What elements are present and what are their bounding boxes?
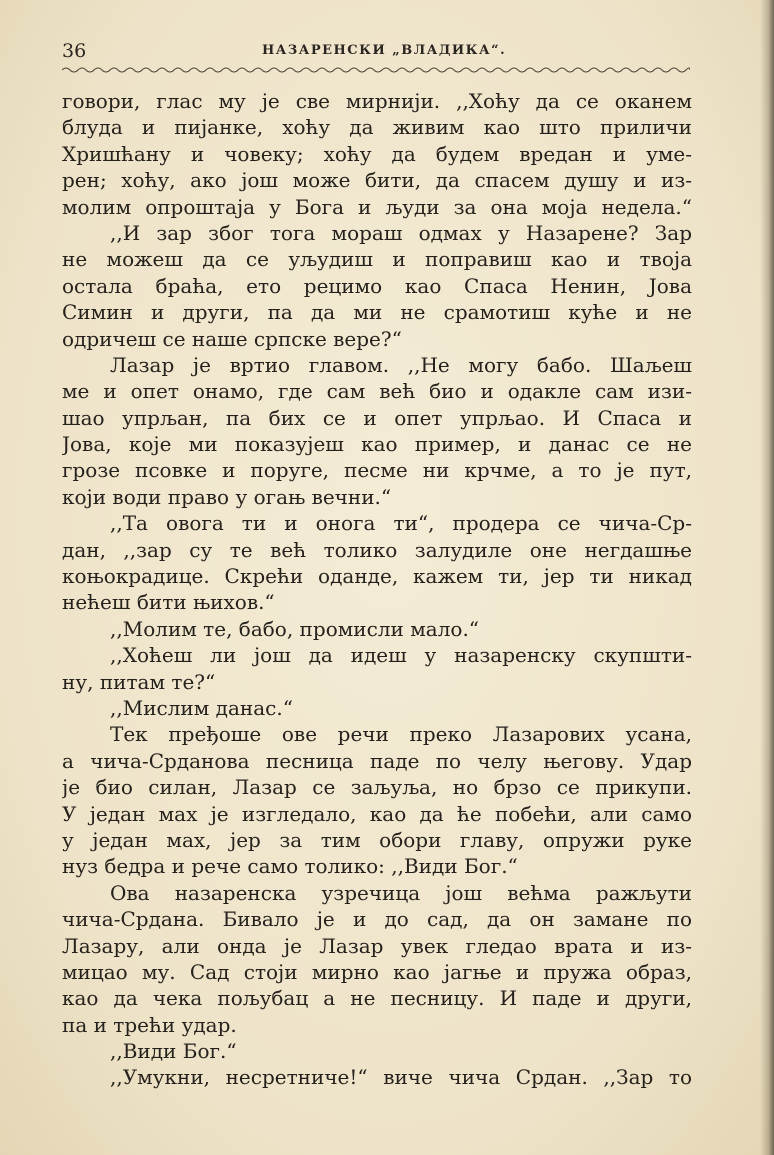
text-line: ,,Види Бог.“ [110, 1039, 237, 1064]
text-line: Симин и други, па да ми не срамотиш куће и не [62, 300, 692, 325]
text-line: блуда и пијанке, хоћу да живим као што приличи [62, 115, 692, 140]
text-line: рен; хоћу, ако још може бити, да спасем душу и из- [62, 168, 692, 193]
page-edge-shadow [760, 0, 774, 1155]
text-line: нећеш бити њихов.“ [62, 590, 275, 615]
text-line: говори, глас му је све мирнији. ,,Хоћу да се оканем [62, 89, 692, 113]
text-line: ,,Хоћеш ли још да идеш у назаренску скупшти- [110, 643, 692, 668]
text-line: молим опроштаја у Бога и људи за она моја недела.“ [62, 194, 692, 219]
text-line: коњокрадице. Скрећи оданде, кажем ти, јер ти никад [62, 564, 692, 589]
text-line: ,,И зар због тога мораш одмах у Назарене? Зар [110, 220, 692, 245]
text-line: шао упрљан, па бих се и опет упрљао. И Спаса и [62, 405, 692, 430]
text-line: Ова назаренска узречица још већма ражљути [110, 880, 692, 905]
text-line: дан, ,,зар су те већ толико залудиле оне негдашње [62, 537, 692, 562]
text-line: ,,Мислим данас.“ [110, 695, 293, 720]
text-line: ,,Умукни, несретниче!“ виче чича Срдан. ,,Зар то [110, 1065, 692, 1090]
text-line: Лазару, али онда је Лазар увек гледао врата и из- [62, 933, 692, 958]
header-wavy-rule [62, 66, 690, 74]
running-title: НАЗАРЕНСКИ „ВЛАДИКА“. [262, 43, 507, 58]
text-line: Тек пређоше ове речи преко Лазарових усана, [110, 722, 692, 747]
text-line: ну, питам те?“ [62, 669, 216, 694]
text-line: Јова, које ми показујеш као пример, и данас се не [62, 432, 692, 457]
body-text [62, 88, 692, 1091]
text-line: ,,Молим те, бабо, промисли мало.“ [110, 616, 480, 641]
text-line: па и трећи удар. [62, 1012, 237, 1037]
text-line: а чича-Срданова песница паде по челу његову. Удар [62, 748, 692, 773]
text-line: одричеш се наше српске вере?“ [62, 326, 402, 351]
text-line: који води право у огањ вечни.“ [62, 484, 392, 509]
page-number: 36 [62, 40, 87, 62]
text-line: је био силан, Лазар се заљуља, но брзо се прикупи. [62, 775, 692, 800]
text-line: чича-Срдана. Бивало је и до сад, да он замане по [62, 907, 692, 932]
text-line: не можеш да се уљудиш и поправиш као и твоја [62, 247, 692, 272]
text-line: грозе псовке и поруге, песме ни крчме, а то је пут, [62, 458, 692, 483]
page-header [62, 40, 692, 64]
text-line: У један мах је изгледало, као да ће побећи, али само [62, 801, 692, 826]
text-line: Хришћану и човеку; хоћу да будем вредан и уме- [62, 141, 692, 166]
text-line: Лазар је вртио главом. ,,Не могу бабо. Шаљеш [110, 352, 692, 377]
text-line: ме и опет онамо, где сам већ био и одакле сам изи- [62, 379, 692, 404]
text-line: нуз бедра и рече само толико: ,,Види Бог.“ [62, 854, 518, 879]
text-line: остала браћа, ето рецимо као Спаса Ненин, Јова [62, 273, 692, 298]
text-line: у један мах, јер за тим обори главу, опружи руке [62, 827, 692, 852]
text-line: као да чека пољубац а не песницу. И паде и други, [62, 986, 692, 1011]
text-line: мицао му. Сад стоји мирно као јагње и пружа образ, [62, 959, 692, 984]
text-line: ,,Та овога ти и онога ти“, продера се чича-Ср- [110, 511, 692, 536]
